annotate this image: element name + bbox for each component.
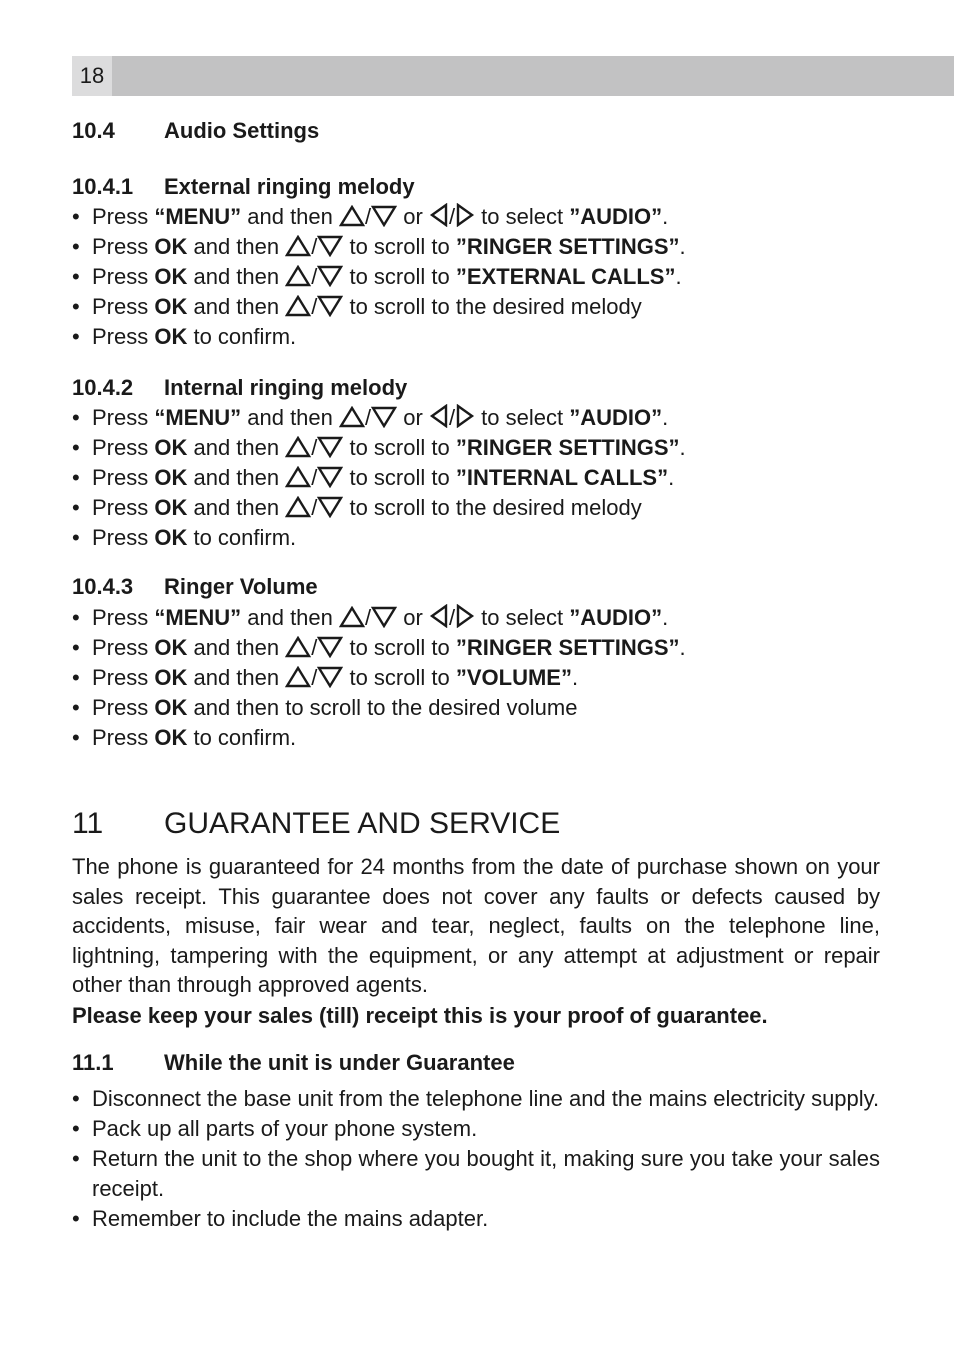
right-triangle-icon [455, 404, 475, 428]
up-triangle-icon [285, 436, 311, 458]
section-heading-10-4-2 [72, 374, 407, 402]
list-item: • Press OK and then / to scroll to the desired melody [72, 294, 642, 319]
left-triangle-icon [429, 203, 449, 227]
left-triangle-icon [429, 404, 449, 428]
list-item: • Press “MENU” and then / or / to select ”AUDIO”. [72, 204, 669, 229]
up-triangle-icon [285, 466, 311, 488]
list-item: • Press OK and then to scroll to the desired volume [72, 695, 578, 720]
chapter-number: 11 [72, 807, 104, 840]
guarantee-notice: Please keep your sales (till) receipt this is your proof of guarantee. [72, 1003, 768, 1028]
section-title: External ringing melody [164, 174, 415, 199]
section-heading-11-1 [72, 1049, 515, 1077]
list-item: • Press OK and then / to scroll to ”RINGER SETTINGS”. [72, 234, 686, 259]
list-item: • Press “MENU” and then / or / to select ”AUDIO”. [72, 405, 669, 430]
down-triangle-icon [317, 436, 343, 458]
list-item: • Press OK and then / to scroll to ”VOLUME”. [72, 665, 579, 690]
section-title: Ringer Volume [164, 574, 318, 599]
up-triangle-icon [285, 265, 311, 287]
list-item: • Press OK and then / to scroll to ”RINGER SETTINGS”. [72, 435, 686, 460]
up-triangle-icon [285, 295, 311, 317]
section-heading-10-4-1 [72, 173, 415, 201]
up-triangle-icon [285, 636, 311, 658]
steps-list-10-4-1 [72, 202, 882, 352]
down-triangle-icon [317, 496, 343, 518]
chapter-heading-11 [72, 804, 560, 844]
steps-list-10-4-3 [72, 603, 882, 753]
list-item: • Return the unit to the shop where you bought it, making sure you take your sales receipt. [72, 1146, 880, 1201]
guarantee-paragraph: The phone is guaranteed for 24 months from the date of purchase shown on your sales receipt. This guarantee does not cover any faults or defects caused by accidents, misuse, fair wear and tear, neglect, faults on the telephone line, lightning, tampering with the equipment, or any attempt at adjustment or repair other than through approved agents. [72, 854, 880, 998]
section-title: Internal ringing melody [164, 375, 408, 400]
list-item: • Disconnect the base unit from the telephone line and the mains electricity supply. [72, 1086, 880, 1111]
list-item: • Remember to include the mains adapter. [72, 1206, 489, 1231]
section-title: While the unit is under Guarantee [164, 1050, 515, 1075]
down-triangle-icon [317, 295, 343, 317]
list-item: • Press OK and then / to scroll to ”EXTERNAL CALLS”. [72, 264, 682, 289]
steps-list-11-1 [72, 1084, 880, 1234]
down-triangle-icon [371, 606, 397, 628]
list-item: • Press OK and then / to scroll to the desired melody [72, 495, 642, 520]
chapter-title: GUARANTEE AND SERVICE [164, 807, 561, 840]
list-item: • Pack up all parts of your phone system. [72, 1116, 478, 1141]
section-number: 11.1 [72, 1050, 114, 1075]
list-item: • Press OK and then / to scroll to ”INTERNAL CALLS”. [72, 465, 675, 490]
steps-list-10-4-2 [72, 403, 882, 553]
list-item: • Press OK to confirm. [72, 324, 297, 349]
list-item: • Press OK and then / to scroll to ”RINGER SETTINGS”. [72, 635, 686, 660]
down-triangle-icon [317, 636, 343, 658]
up-triangle-icon [285, 235, 311, 257]
section-heading-10-4-3 [72, 573, 318, 601]
right-triangle-icon [455, 604, 475, 628]
section-heading-10-4 [72, 117, 319, 145]
up-triangle-icon [285, 496, 311, 518]
up-triangle-icon [285, 666, 311, 688]
up-triangle-icon [339, 205, 365, 227]
up-triangle-icon [339, 606, 365, 628]
right-triangle-icon [455, 203, 475, 227]
list-item: • Press “MENU” and then / or / to select ”AUDIO”. [72, 605, 669, 630]
down-triangle-icon [317, 666, 343, 688]
list-item: • Press OK to confirm. [72, 525, 297, 550]
down-triangle-icon [317, 466, 343, 488]
down-triangle-icon [371, 406, 397, 428]
down-triangle-icon [317, 235, 343, 257]
down-triangle-icon [317, 265, 343, 287]
section-number: 10.4.2 [72, 375, 134, 400]
section-title: Audio Settings [164, 118, 320, 143]
section-number: 10.4.3 [72, 574, 134, 599]
up-triangle-icon [339, 406, 365, 428]
down-triangle-icon [371, 205, 397, 227]
section-number: 10.4 [72, 118, 115, 143]
section-number: 10.4.1 [72, 174, 134, 199]
header-bar [72, 56, 954, 96]
left-triangle-icon [429, 604, 449, 628]
page-number: 18 [72, 56, 112, 96]
list-item: • Press OK to confirm. [72, 725, 297, 750]
